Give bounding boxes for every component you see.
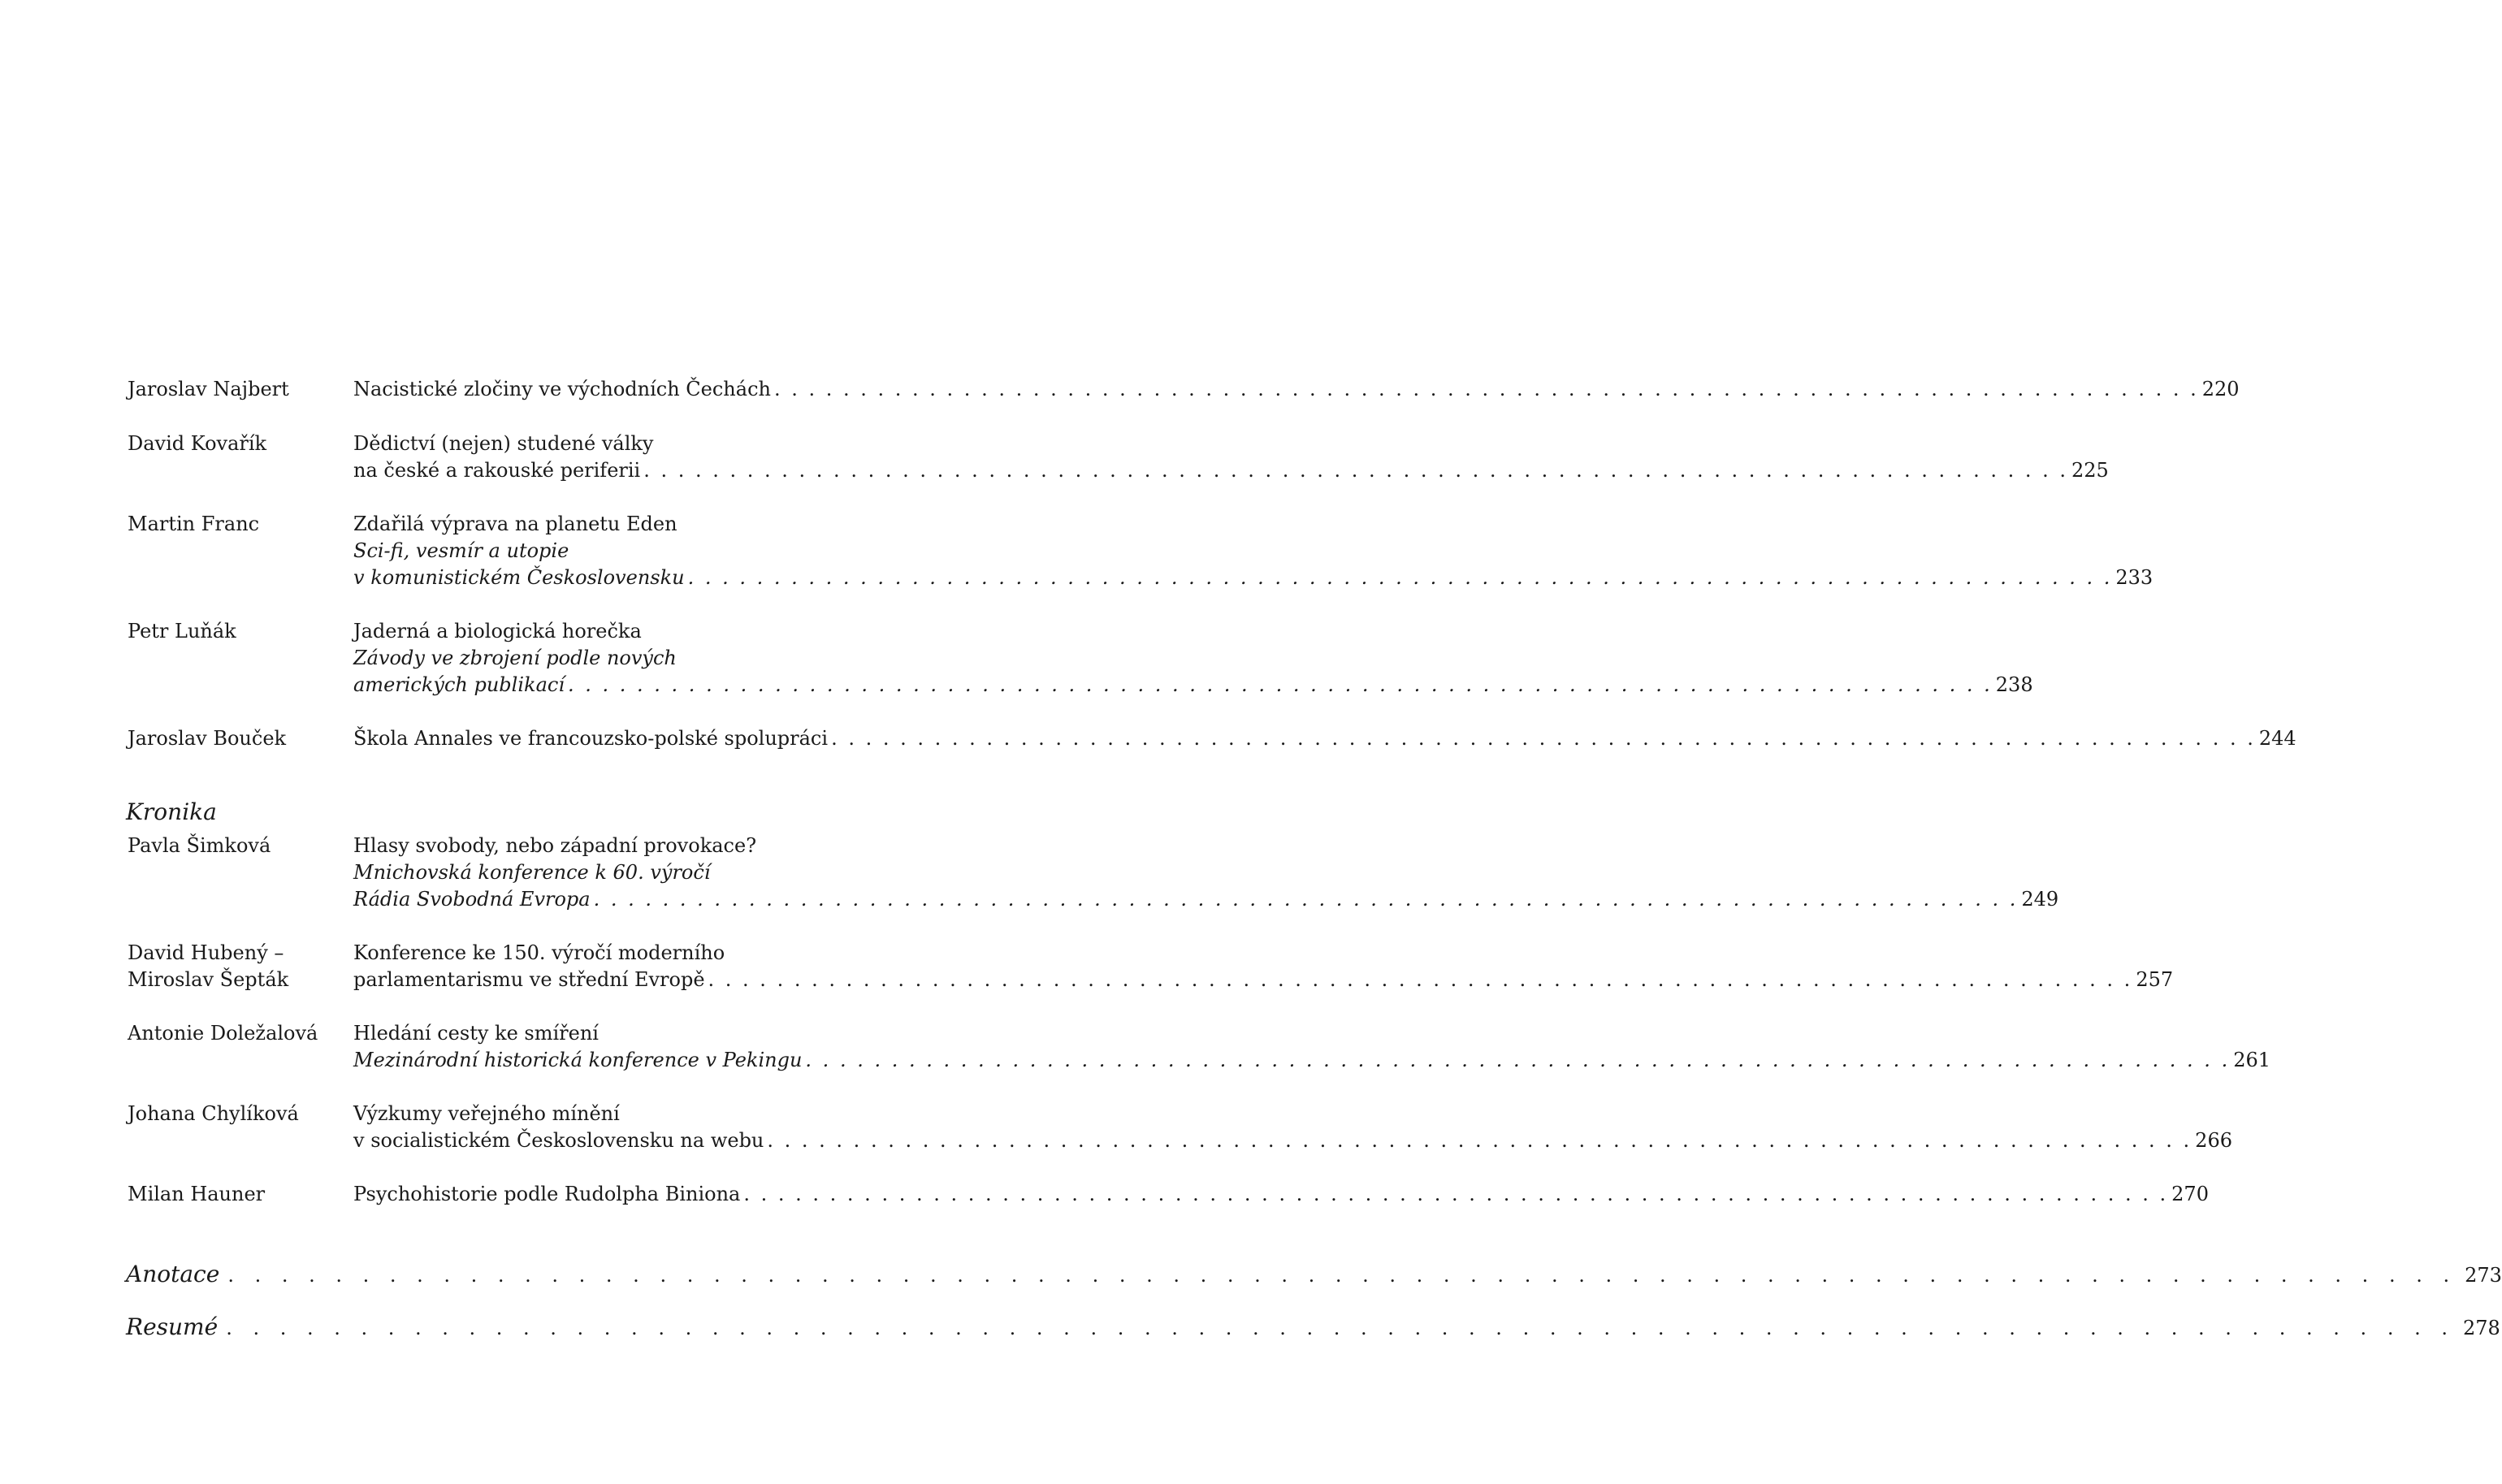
entry-author: Milan Hauner [128, 1183, 266, 1205]
entry-title [353, 430, 2109, 484]
entry-title [353, 1101, 2232, 1154]
page-number: 220 [2201, 378, 2240, 400]
title-line [353, 725, 2296, 752]
entry-author: Antonie Doležalová [128, 1022, 318, 1045]
entry-author: Jaroslav Najbert [128, 378, 289, 400]
dot-leader: . . . . . . . . . . . . . . . . . . . . . . . . . . . . . . . . . . . . . . . . . . . . . . . . . . . . . . . . . . . . . . . . . . . . . . . . . . . . . . . . . . . [805, 1049, 2231, 1071]
author-line: Miroslav Šepták [128, 968, 289, 991]
entry-title [353, 1181, 2209, 1208]
page-number: 266 [2195, 1129, 2232, 1152]
title-line [353, 1127, 2232, 1154]
subtitle-line [353, 672, 2033, 699]
dot-leader: . . . . . . . . . . . . . . . . . . . . . . . . . . . . . . . . . . . . . . . . . . . . . . . . . . . . . . . . . . . . . . . . . . . . . . . . . . . . . . . . . . . [708, 968, 2133, 991]
author-line: David Hubený – [128, 941, 284, 964]
page-number: 233 [2115, 566, 2154, 589]
entry-author: Petr Luňák [128, 620, 236, 642]
title-line: Výzkumy veřejného mínění [353, 1102, 620, 1125]
entry-title [353, 1020, 2271, 1074]
page-number: 244 [2258, 727, 2296, 750]
page-number: 261 [2233, 1049, 2271, 1071]
dot-leader: . . . . . . . . . . . . . . . . . . . . . . . . . . . . . . . . . . . . . . . . . . . . . . . . . . . . . . . . . . . . . . . . . . . . . . . . . . . . . . . . . . . [227, 1264, 2457, 1287]
entry-author: Johana Chylíková [128, 1102, 299, 1125]
title-text: Nacistické zločiny ve východních Čechách [353, 378, 771, 400]
title-text: Mezinárodní historická konference v Pekingu [353, 1049, 803, 1071]
anotace-label: Anotace [126, 1261, 220, 1287]
title-text: na české a rakouské periferii [353, 459, 641, 482]
title-line: Hledání cesty ke smíření [353, 1022, 599, 1045]
entry-title [353, 511, 2154, 591]
subtitle-line: Mnichovská konference k 60. výročí [353, 861, 711, 884]
entry-title [353, 725, 2296, 752]
dot-leader: . . . . . . . . . . . . . . . . . . . . . . . . . . . . . . . . . . . . . . . . . . . . . . . . . . . . . . . . . . . . . . . . . . . . . . . . . . . . . . . . . . . [226, 1317, 2455, 1339]
title-line: Konference ke 150. výročí moderního [353, 941, 725, 964]
title-text: v socialistickém Československu na webu [353, 1129, 764, 1152]
subtitle-line: Závody ve zbrojení podle nových [353, 647, 677, 669]
title-text: Rádia Svobodná Evropa [353, 888, 591, 911]
title-line [353, 967, 2174, 993]
title-text: amerických publikací [353, 673, 565, 696]
toc-resume [126, 1313, 2500, 1342]
page-number: 238 [1995, 673, 2033, 696]
title-line [353, 376, 2240, 403]
entry-author: David Kovařík [128, 432, 267, 455]
page-number: 278 [2462, 1317, 2500, 1339]
entry-title [353, 940, 2174, 993]
subtitle-line [353, 565, 2154, 591]
dot-leader: . . . . . . . . . . . . . . . . . . . . . . . . . . . . . . . . . . . . . . . . . . . . . . . . . . . . . . . . . . . . . . . . . . . . . . . . . . . . . . . . . . . [593, 888, 2019, 911]
title-line [353, 1181, 2209, 1208]
entry-title [353, 376, 2240, 403]
entry-author: Jaroslav Bouček [128, 727, 287, 750]
toc-anotace [126, 1261, 2502, 1289]
entry-author: Pavla Šimková [128, 834, 271, 857]
title-text: parlamentarismu ve střední Evropě [353, 968, 705, 991]
title-line: Dědictví (nejen) studené války [353, 432, 654, 455]
title-line [353, 457, 2109, 484]
page-number: 225 [2071, 459, 2109, 482]
page-number: 270 [2171, 1183, 2209, 1205]
entry-title [353, 618, 2033, 699]
entry-author [128, 940, 347, 993]
dot-leader: . . . . . . . . . . . . . . . . . . . . . . . . . . . . . . . . . . . . . . . . . . . . . . . . . . . . . . . . . . . . . . . . . . . . . . . . . . . . . . . . . . . [687, 566, 2113, 589]
title-line: Zdařilá výprava na planetu Eden [353, 513, 677, 535]
title-line: Jaderná a biologická horečka [353, 620, 642, 642]
dot-leader: . . . . . . . . . . . . . . . . . . . . . . . . . . . . . . . . . . . . . . . . . . . . . . . . . . . . . . . . . . . . . . . . . . . . . . . . . . . . . . . . . . . [743, 1183, 2169, 1205]
title-line: Hlasy svobody, nebo západní provokace? [353, 834, 757, 857]
entry-author: Martin Franc [128, 513, 260, 535]
dot-leader: . . . . . . . . . . . . . . . . . . . . . . . . . . . . . . . . . . . . . . . . . . . . . . . . . . . . . . . . . . . . . . . . . . . . . . . . . . . . . . . . . . . [773, 378, 2199, 400]
page-number: 257 [2136, 968, 2174, 991]
entry-title [353, 833, 2059, 913]
page-number: 273 [2465, 1264, 2502, 1287]
dot-leader: . . . . . . . . . . . . . . . . . . . . . . . . . . . . . . . . . . . . . . . . . . . . . . . . . . . . . . . . . . . . . . . . . . . . . . . . . . . . . . . . . . . [767, 1129, 2192, 1152]
subtitle-line [353, 886, 2059, 913]
resume-label: Resumé [126, 1313, 219, 1340]
dot-leader: . . . . . . . . . . . . . . . . . . . . . . . . . . . . . . . . . . . . . . . . . . . . . . . . . . . . . . . . . . . . . . . . . . . . . . . . . . . . . . . . . . . [643, 459, 2068, 482]
title-text: Škola Annales ve francouzsko-polské spolupráci [353, 727, 829, 750]
subtitle-line [353, 1047, 2271, 1074]
title-text: Psychohistorie podle Rudolpha Biniona [353, 1183, 741, 1205]
title-text: v komunistickém Československu [353, 566, 685, 589]
section-heading-kronika: Kronika [126, 798, 217, 825]
subtitle-line: Sci-fi, vesmír a utopie [353, 539, 569, 562]
page-number: 249 [2021, 888, 2059, 911]
dot-leader: . . . . . . . . . . . . . . . . . . . . . . . . . . . . . . . . . . . . . . . . . . . . . . . . . . . . . . . . . . . . . . . . . . . . . . . . . . . . . . . . . . . [831, 727, 2256, 750]
dot-leader: . . . . . . . . . . . . . . . . . . . . . . . . . . . . . . . . . . . . . . . . . . . . . . . . . . . . . . . . . . . . . . . . . . . . . . . . . . . . . . . . . . . [568, 673, 1993, 696]
